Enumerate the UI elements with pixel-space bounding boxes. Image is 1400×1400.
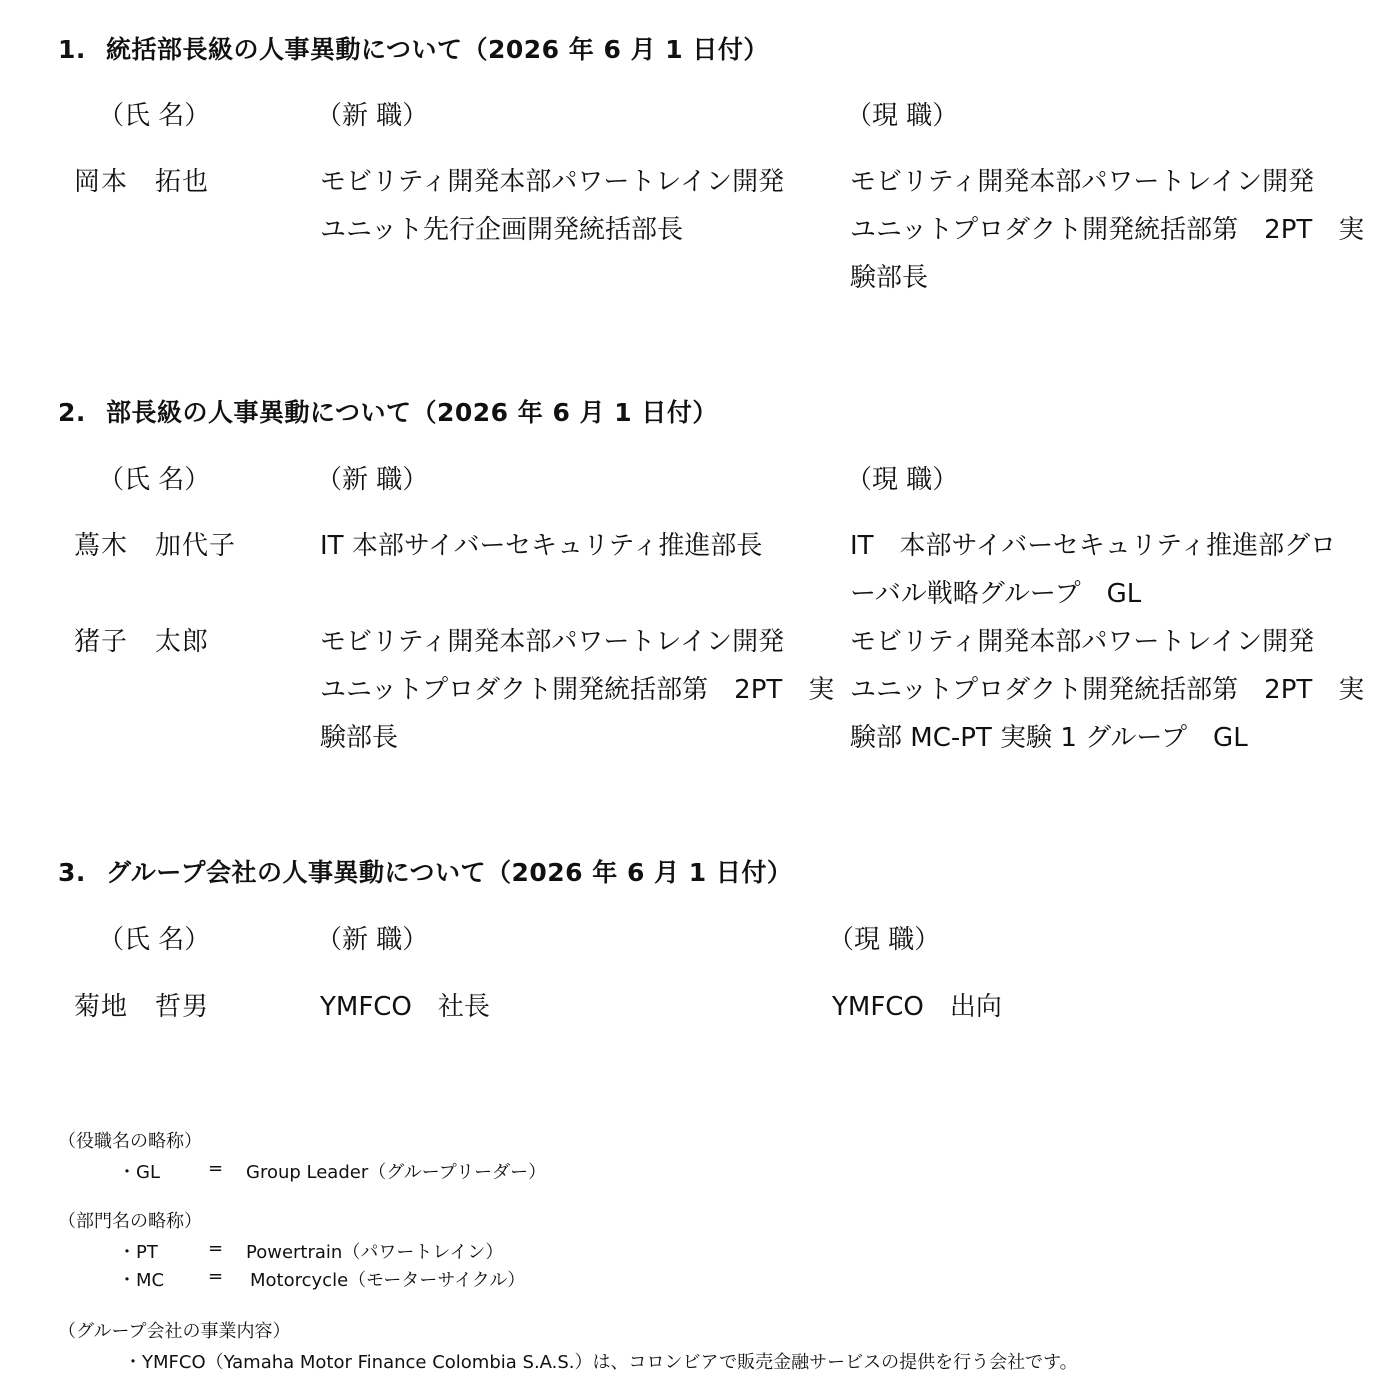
- new-position: [320, 158, 784, 254]
- current-position: [850, 618, 1364, 762]
- group-business-text: ・YMFCO（Yamaha Motor Finance Colombia S.A.S.）は、コロンビアで販売金融サービスの提供を行う会社です。: [124, 1352, 1078, 1373]
- section-heading: 部長級の人事異動について（2026 年 6 月 1 日付）: [106, 398, 718, 427]
- new-position-line: IT 本部サイバーセキュリティ推進部長: [320, 531, 763, 561]
- header-current-position: （現 職）: [846, 465, 959, 495]
- new-position-line: YMFCO 社長: [320, 992, 490, 1022]
- abbr-full: Powertrain（パワートレイン）: [246, 1242, 504, 1263]
- abbr-full: Motorcycle（モーターサイクル）: [250, 1270, 526, 1291]
- notes-group-business-heading: （グループ会社の事業内容）: [58, 1321, 291, 1342]
- header-name: （氏 名）: [98, 465, 211, 495]
- current-position-line: ーバル戦略グループ GL: [850, 579, 1142, 609]
- person-name: 蔦木 加代子: [74, 531, 237, 561]
- abbr-code: ・MC: [118, 1270, 165, 1291]
- abbr-full: Group Leader（グループリーダー）: [246, 1162, 547, 1183]
- header-new-position: （新 職）: [316, 465, 429, 495]
- abbr-equals: =: [208, 1158, 224, 1179]
- abbr-code: ・PT: [118, 1242, 158, 1263]
- current-position-line: ユニットプロダクト開発統括部第 2PT 実: [850, 215, 1365, 245]
- current-position: [832, 983, 1002, 1031]
- header-current-position: （現 職）: [828, 925, 941, 955]
- new-position-line: モビリティ開発本部パワートレイン開発: [320, 627, 785, 657]
- notes-dept-abbr-heading: （部門名の略称）: [58, 1211, 202, 1232]
- new-position-line: ユニット先行企画開発統括部長: [320, 215, 683, 245]
- new-position: [320, 618, 834, 762]
- current-position: [850, 522, 1336, 618]
- current-position-line: IT 本部サイバーセキュリティ推進部グロ: [850, 531, 1337, 561]
- new-position-line: 験部長: [320, 723, 399, 753]
- header-new-position: （新 職）: [316, 925, 429, 955]
- section-2-title: [58, 393, 718, 429]
- header-name: （氏 名）: [98, 101, 211, 131]
- section-1-title: [58, 30, 769, 66]
- current-position-line: YMFCO 出向: [832, 992, 1002, 1022]
- section-3-title: [58, 853, 792, 889]
- current-position-line: モビリティ開発本部パワートレイン開発: [850, 627, 1315, 657]
- section-heading: 統括部長級の人事異動について（2026 年 6 月 1 日付）: [106, 35, 769, 64]
- new-position-line: モビリティ開発本部パワートレイン開発: [320, 167, 785, 197]
- new-position: [320, 522, 762, 570]
- abbr-equals: =: [208, 1266, 224, 1287]
- current-position: [850, 158, 1364, 302]
- new-position-line: ユニットプロダクト開発統括部第 2PT 実: [320, 675, 835, 705]
- current-position-line: モビリティ開発本部パワートレイン開発: [850, 167, 1315, 197]
- current-position-line: 験部 MC-PT 実験 1 グループ GL: [850, 723, 1248, 753]
- abbr-code: ・GL: [118, 1162, 160, 1183]
- header-new-position: （新 職）: [316, 101, 429, 131]
- header-name: （氏 名）: [98, 925, 211, 955]
- current-position-line: 験部長: [850, 263, 929, 293]
- person-name: 猪子 太郎: [74, 627, 210, 657]
- section-number: 3.: [58, 858, 86, 887]
- notes-position-abbr-heading: （役職名の略称）: [58, 1131, 202, 1152]
- abbr-equals: =: [208, 1238, 224, 1259]
- header-current-position: （現 職）: [846, 101, 959, 131]
- section-number: 2.: [58, 398, 86, 427]
- person-name: 岡本 拓也: [74, 167, 210, 197]
- section-number: 1.: [58, 35, 86, 64]
- new-position: [320, 983, 490, 1031]
- current-position-line: ユニットプロダクト開発統括部第 2PT 実: [850, 675, 1365, 705]
- person-name: 菊地 哲男: [74, 992, 210, 1022]
- section-heading: グループ会社の人事異動について（2026 年 6 月 1 日付）: [106, 858, 793, 887]
